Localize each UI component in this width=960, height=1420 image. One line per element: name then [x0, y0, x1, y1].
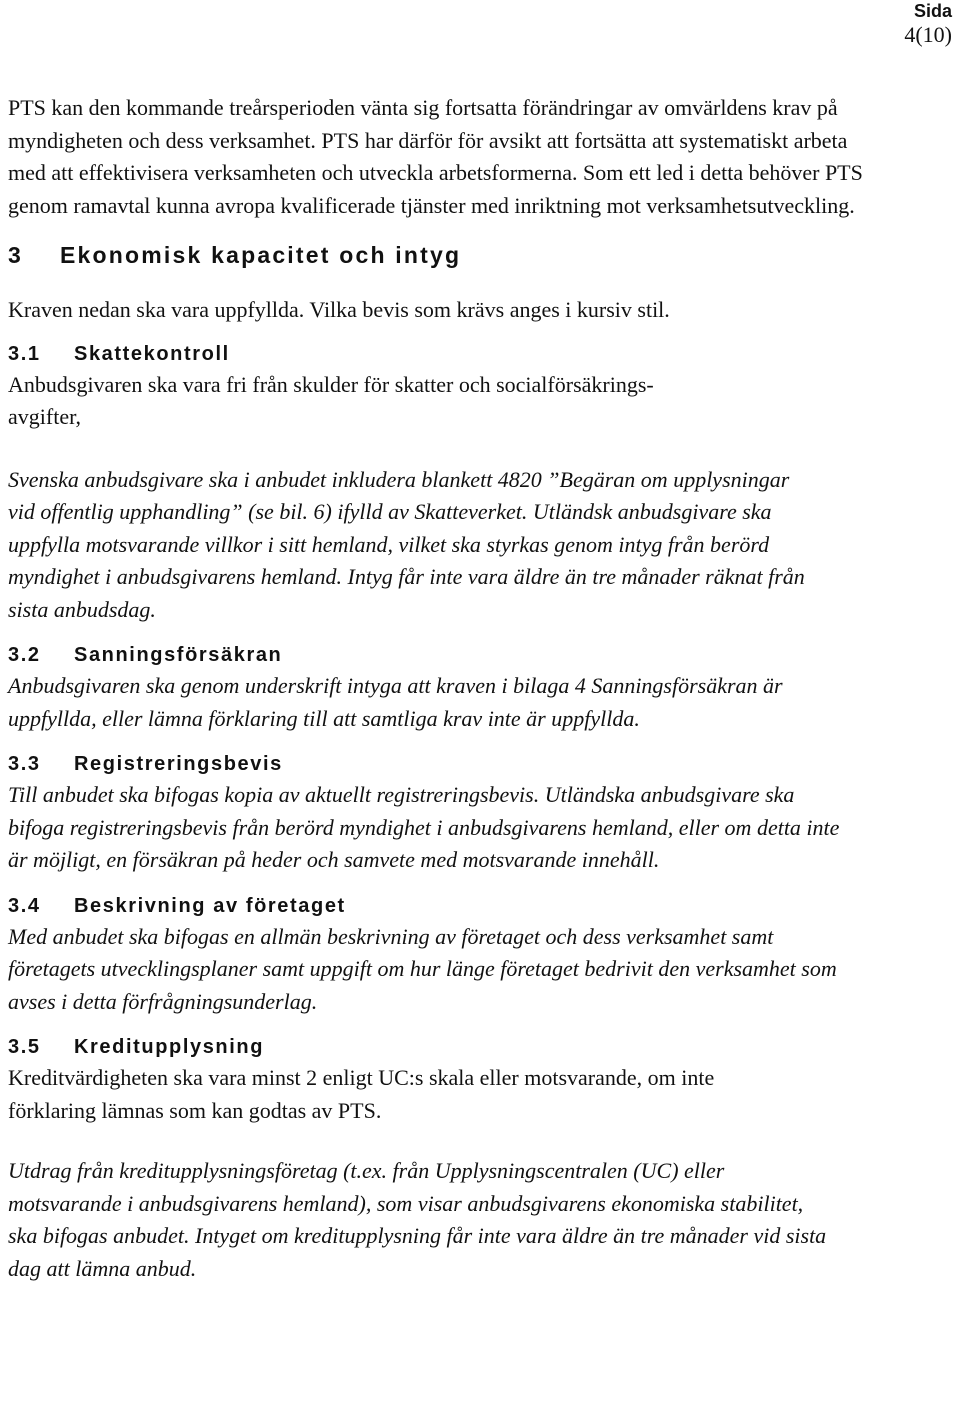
- page-header: [904, 0, 952, 48]
- italic-line: Svenska anbudsgivare ska i anbudet inkludera blankett 4820 ”Begäran om upplysningar: [8, 466, 790, 492]
- document-body: [8, 92, 953, 1285]
- italic-line: uppfyllda, eller lämna förklaring till att samtliga krav inte är uppfyllda.: [8, 705, 640, 731]
- section-3-lead: Kraven nedan ska vara uppfyllda. Vilka bevis som krävs anges i kursiv stil.: [8, 297, 670, 322]
- section-3-5-italic: [8, 1155, 953, 1285]
- italic-line: sista anbudsdag.: [8, 596, 156, 622]
- page-number: 4(10): [904, 22, 952, 47]
- section-3-5-heading: [8, 1032, 953, 1062]
- section-3-4-italic: [8, 921, 953, 1019]
- section-3-3-title: Registreringsbevis: [74, 753, 283, 775]
- italic-line: Till anbudet ska bifogas kopia av aktuellt registreringsbevis. Utländska anbudsgivare ska: [8, 782, 795, 807]
- section-3-3-italic: [8, 779, 953, 877]
- section-3-1-heading: [8, 339, 953, 369]
- section-3-2-heading: [8, 640, 953, 670]
- section-3-1-title: Skattekontroll: [74, 342, 230, 365]
- italic-line: avses i detta förfrågningsunderlag.: [8, 988, 318, 1014]
- section-3-2-title: Sanningsförsäkran: [74, 644, 283, 666]
- section-3-1-number: 3.1: [8, 342, 41, 365]
- section-3-4-number: 3.4: [8, 894, 41, 917]
- section-3-heading: [8, 235, 953, 275]
- italic-line: är möjligt, en försäkran på heder och samvete med motsvarande innehåll.: [8, 847, 660, 872]
- italic-line: Med anbudet ska bifogas en allmän beskrivning av företaget och dess verksamhet samt: [8, 923, 774, 949]
- italic-line: myndighet i anbudsgivarens hemland. Intyg får inte vara äldre än tre månader räknat från: [8, 564, 805, 589]
- page-label: Sida: [913, 1, 952, 21]
- section-3-title: Ekonomisk kapacitet och intyg: [60, 242, 462, 268]
- text-line: avgifter,: [8, 404, 82, 429]
- text-line: förklaring lämnas som kan godtas av PTS.: [8, 1097, 382, 1123]
- section-3-1-italic: [8, 464, 953, 627]
- italic-line: företagets utvecklingsplaner samt uppgift om hur länge företaget bedrivit den verksamhet som: [8, 956, 837, 981]
- section-3-2-number: 3.2: [8, 644, 41, 666]
- section-3-5-text: [8, 1062, 953, 1127]
- section-3-5-title: Kreditupplysning: [74, 1036, 265, 1058]
- italic-line: vid offentlig upphandling” (se bil. 6) ifylld av Skatteverket. Utländsk anbudsgivare ska: [8, 499, 772, 524]
- section-3-3-heading: [8, 749, 953, 779]
- italic-line: bifoga registreringsbevis från berörd myndighet i anbudsgivarens hemland, eller om detta inte: [8, 814, 840, 840]
- text-line: Anbudsgivaren ska vara fri från skulder för skatter och socialförsäkrings-: [8, 371, 654, 397]
- italic-line: Utdrag från kreditupplysningsföretag (t.ex. från Upplysningscentralen (UC) eller: [8, 1158, 725, 1183]
- section-3-5-number: 3.5: [8, 1036, 41, 1058]
- text-line: Kreditvärdigheten ska vara minst 2 enligt UC:s skala eller motsvarande, om inte: [8, 1065, 715, 1090]
- italic-line: Anbudsgivaren ska genom underskrift intyga att kraven i bilaga 4 Sanningsförsäkran är: [8, 673, 783, 698]
- intro-paragraph: PTS kan den kommande treårsperioden vänta sig fortsatta förändringar av omvärldens krav på myndigheten och dess verksamhet. PTS har därför för avsikt att fortsätta att systematiskt arbeta med att effektivisera verksamheten och utveckla arbetsformerna. Som ett led i detta behöver PTS genom ramavtal kunna avropa kvalificerade tjänster med inriktning mot verksamhetsutveckling.: [8, 95, 863, 218]
- section-3-1-text: [8, 369, 953, 434]
- italic-line: ska bifogas anbudet. Intyget om kreditupplysning får inte vara äldre än tre månader vid sista: [8, 1223, 827, 1248]
- section-3-2-italic: [8, 670, 953, 735]
- section-3-4-heading: [8, 891, 953, 921]
- italic-line: uppfylla motsvarande villkor i sitt hemland, vilket ska styrkas genom intyg från berörd: [8, 531, 770, 557]
- section-3-3-number: 3.3: [8, 753, 41, 775]
- italic-line: motsvarande i anbudsgivarens hemland), som visar anbudsgivarens ekonomiska stabilitet,: [8, 1190, 804, 1216]
- italic-line: dag att lämna anbud.: [8, 1255, 197, 1281]
- section-3-number: 3: [8, 242, 23, 268]
- section-3-4-title: Beskrivning av företaget: [74, 894, 346, 917]
